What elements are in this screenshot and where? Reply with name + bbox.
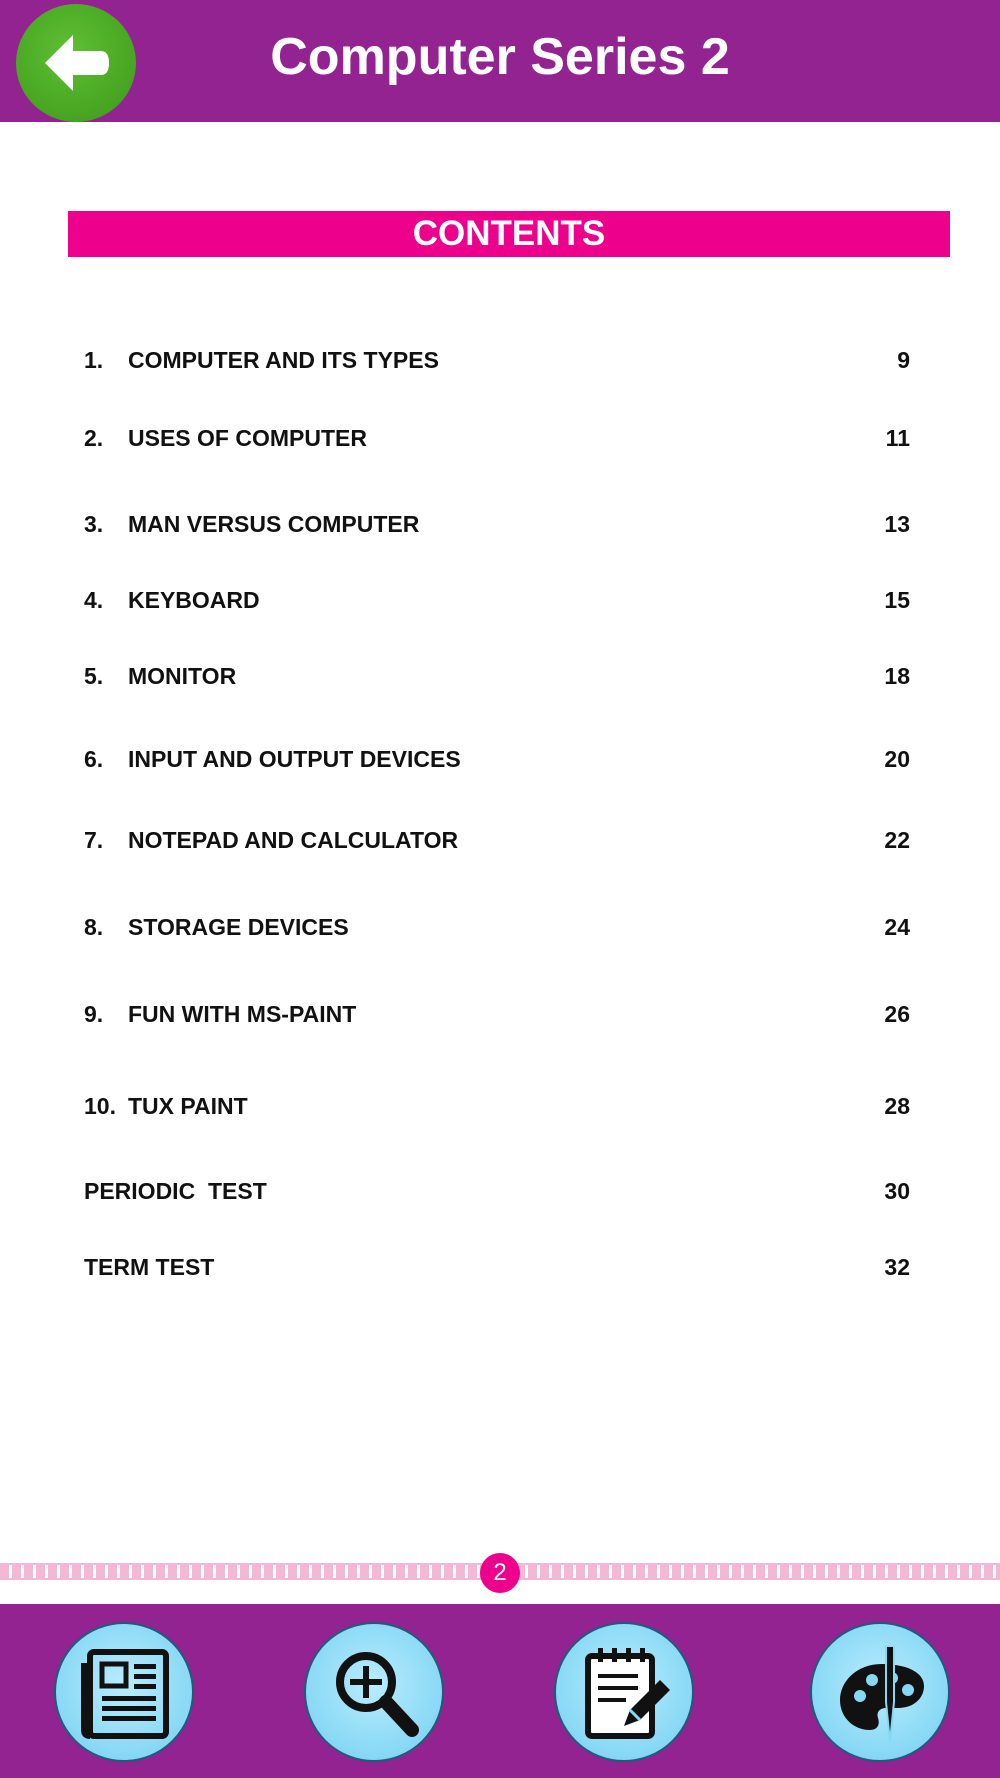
toc-number: 4. [84, 587, 104, 613]
toc-row[interactable] [84, 658, 910, 694]
toc-title: PERIODIC TEST [84, 1178, 267, 1204]
toc-row[interactable] [84, 996, 910, 1032]
toc-row[interactable] [84, 506, 910, 542]
newspaper-icon [80, 1646, 172, 1742]
toc-title: FUN WITH MS-PAINT [128, 1001, 357, 1027]
toc-page-number: 11 [885, 425, 910, 451]
toc-title: TUX PAINT [128, 1093, 248, 1119]
zoom-in-icon [330, 1646, 422, 1742]
toc-number: 9. [84, 1001, 104, 1027]
paint-palette-icon [836, 1646, 928, 1742]
toc-row[interactable] [84, 342, 910, 378]
toc-page-number: 26 [884, 1001, 910, 1027]
toc-row[interactable] [84, 1088, 910, 1124]
toc-title: NOTEPAD AND CALCULATOR [128, 827, 459, 853]
toc-number: 10. [84, 1093, 116, 1119]
toc-number: 7. [84, 827, 104, 853]
toc-number: 3. [84, 511, 104, 537]
contents-heading: CONTENTS [68, 211, 950, 257]
toc-page-number: 30 [884, 1178, 910, 1204]
toc-page-number: 28 [884, 1093, 910, 1119]
app-title: Computer Series 2 [270, 28, 730, 86]
toc-number: 2. [84, 425, 104, 451]
toc-row[interactable] [84, 822, 910, 858]
toc-title: MONITOR [128, 663, 237, 689]
toc-title: INPUT AND OUTPUT DEVICES [128, 746, 461, 772]
app-header [0, 0, 1000, 122]
toc-title: MAN VERSUS COMPUTER [128, 511, 420, 537]
toc-page-number: 32 [884, 1254, 910, 1280]
page-number-badge: 2 [480, 1553, 520, 1593]
toc-row[interactable] [84, 1173, 910, 1209]
toc-title: KEYBOARD [128, 587, 260, 613]
toc-page-number: 24 [884, 914, 910, 940]
notes-button[interactable] [554, 1622, 694, 1762]
toc-number: 8. [84, 914, 104, 940]
toc-title: USES OF COMPUTER [128, 425, 367, 451]
toc-number: 5. [84, 663, 104, 689]
toc-page-number: 18 [884, 663, 910, 689]
toc-title: TERM TEST [84, 1254, 215, 1280]
toc-page-number: 20 [884, 746, 910, 772]
contents-button[interactable] [54, 1622, 194, 1762]
back-button[interactable] [16, 4, 136, 122]
paint-button[interactable] [810, 1622, 950, 1762]
toc-row[interactable] [84, 741, 910, 777]
toc-row[interactable] [84, 1249, 910, 1285]
toc-page-number: 15 [884, 587, 910, 613]
notepad-icon [580, 1646, 672, 1742]
toc-page-number: 9 [897, 347, 910, 373]
toc-page-number: 22 [884, 827, 910, 853]
toc-number: 6. [84, 746, 104, 772]
toc-row[interactable] [84, 582, 910, 618]
back-arrow-icon [41, 29, 111, 97]
bottom-toolbar [0, 1604, 1000, 1778]
toc-page-number: 13 [884, 511, 910, 537]
toc-row[interactable] [84, 420, 910, 456]
toc-title: COMPUTER AND ITS TYPES [128, 347, 439, 373]
toc-number: 1. [84, 347, 104, 373]
zoom-in-button[interactable] [304, 1622, 444, 1762]
toc-row[interactable] [84, 909, 910, 945]
toc-title: STORAGE DEVICES [128, 914, 349, 940]
